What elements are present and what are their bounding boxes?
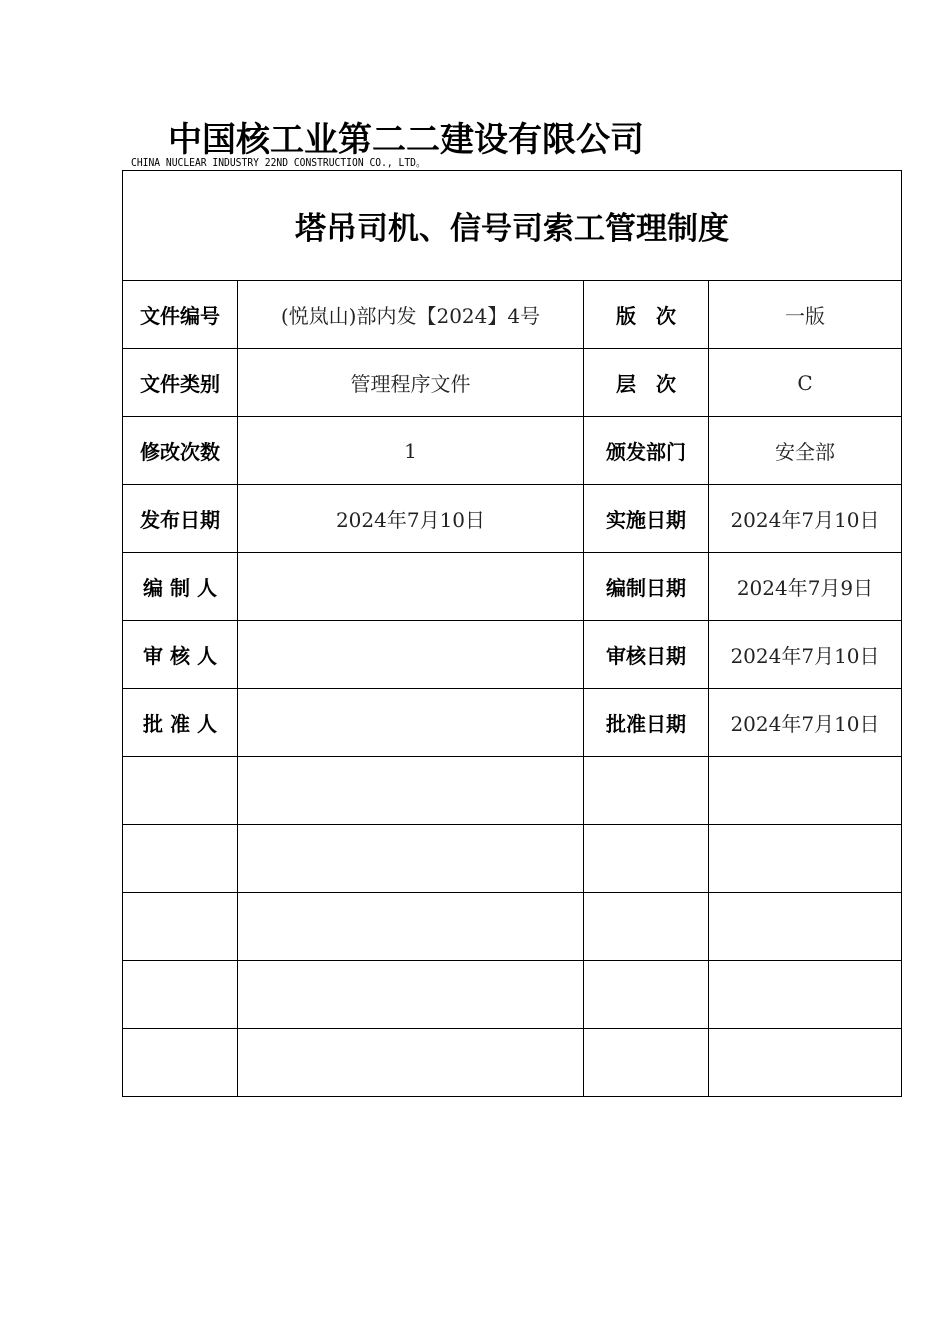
value-approved-by — [238, 689, 584, 757]
value-prepared-by — [238, 553, 584, 621]
company-name-en: CHINA NUCLEAR INDUSTRY 22ND CONSTRUCTION CO., LTD。 — [131, 157, 426, 169]
table-row — [123, 621, 902, 689]
empty-cell — [709, 961, 902, 1029]
label-reviewed-by: 审 核 人 — [123, 621, 238, 689]
label-effective-date: 实施日期 — [584, 485, 709, 553]
empty-cell — [709, 825, 902, 893]
empty-cell — [123, 1029, 238, 1097]
value-review-date: 2024年7月10日 — [709, 621, 902, 689]
label-review-date: 审核日期 — [584, 621, 709, 689]
empty-cell — [238, 893, 584, 961]
label-release-date: 发布日期 — [123, 485, 238, 553]
empty-row — [123, 825, 902, 893]
empty-cell — [123, 825, 238, 893]
empty-row — [123, 1029, 902, 1097]
value-file-number: (悦岚山)部内发【2024】4号 — [238, 281, 584, 349]
label-approved-by: 批 准 人 — [123, 689, 238, 757]
empty-cell — [123, 757, 238, 825]
label-prepared-by: 编 制 人 — [123, 553, 238, 621]
label-issuing-department: 颁发部门 — [584, 417, 709, 485]
value-level: C — [709, 349, 902, 417]
title-row — [123, 171, 902, 281]
empty-cell — [584, 893, 709, 961]
empty-cell — [238, 961, 584, 1029]
empty-cell — [584, 825, 709, 893]
value-edition: 一版 — [709, 281, 902, 349]
value-approval-date: 2024年7月10日 — [709, 689, 902, 757]
empty-cell — [238, 757, 584, 825]
empty-cell — [709, 1029, 902, 1097]
document-title: 塔吊司机、信号司索工管理制度 — [123, 171, 902, 281]
table-row — [123, 689, 902, 757]
label-level: 层 次 — [584, 349, 709, 417]
table-row — [123, 485, 902, 553]
empty-cell — [238, 825, 584, 893]
value-issuing-department: 安全部 — [709, 417, 902, 485]
empty-cell — [709, 757, 902, 825]
document-cover-table — [122, 170, 902, 1097]
value-effective-date: 2024年7月10日 — [709, 485, 902, 553]
empty-cell — [123, 893, 238, 961]
label-approval-date: 批准日期 — [584, 689, 709, 757]
label-revision-count: 修改次数 — [123, 417, 238, 485]
table-row — [123, 417, 902, 485]
value-prepared-date: 2024年7月9日 — [709, 553, 902, 621]
label-file-number: 文件编号 — [123, 281, 238, 349]
company-name-cn: 中国核工业第二二建设有限公司 — [168, 120, 644, 160]
empty-row — [123, 893, 902, 961]
table-row — [123, 553, 902, 621]
empty-cell — [709, 893, 902, 961]
empty-row — [123, 961, 902, 1029]
table-row — [123, 281, 902, 349]
empty-cell — [584, 1029, 709, 1097]
value-reviewed-by — [238, 621, 584, 689]
label-file-category: 文件类别 — [123, 349, 238, 417]
empty-cell — [123, 961, 238, 1029]
value-file-category: 管理程序文件 — [238, 349, 584, 417]
empty-row — [123, 757, 902, 825]
table-row — [123, 349, 902, 417]
label-prepared-date: 编制日期 — [584, 553, 709, 621]
empty-cell — [238, 1029, 584, 1097]
value-release-date: 2024年7月10日 — [238, 485, 584, 553]
empty-cell — [584, 961, 709, 1029]
value-revision-count: 1 — [238, 417, 584, 485]
empty-cell — [584, 757, 709, 825]
label-edition: 版 次 — [584, 281, 709, 349]
